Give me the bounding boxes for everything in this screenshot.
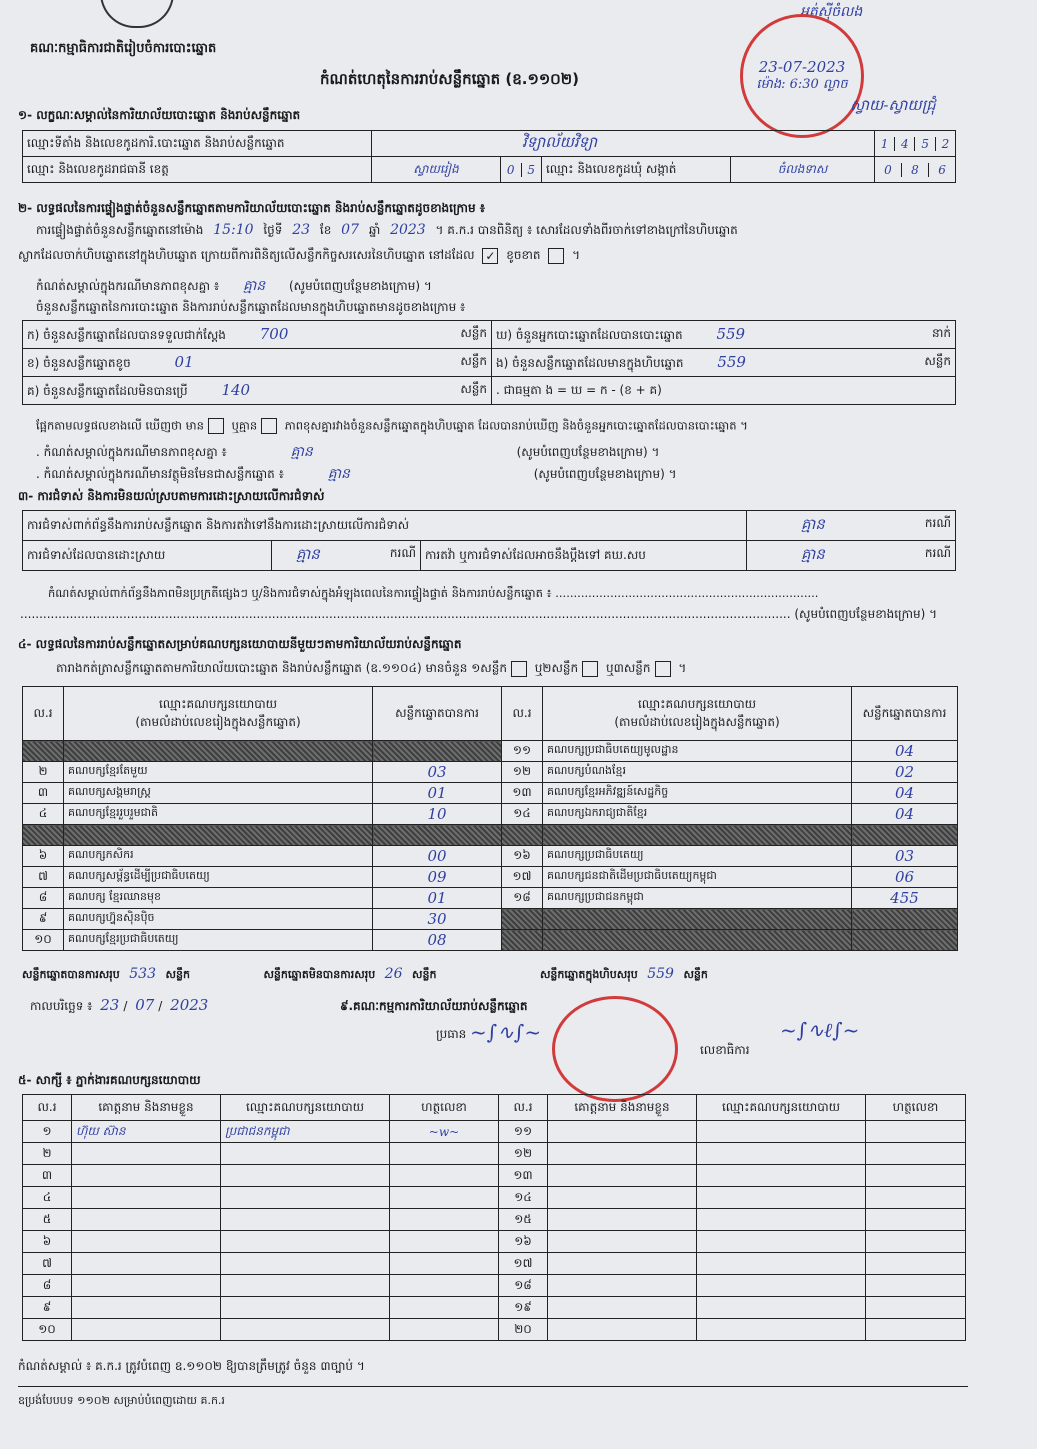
party-no-left (23, 825, 64, 846)
witness-signature-right (866, 1231, 966, 1253)
witness-no: ៩ (23, 1297, 72, 1319)
witness-row (23, 1165, 966, 1187)
count-ngo: ង) ចំនួនសន្លឹកឆ្នោតដែលមានក្នុងហិបឆ្នោត 559 សន្លឹក (492, 349, 956, 377)
results-row (23, 909, 958, 930)
witness-row (23, 1187, 966, 1209)
witness-no: ៨ (23, 1275, 72, 1297)
witness-party (221, 1187, 390, 1209)
results-row (23, 741, 958, 762)
witness-no-right: ១៩ (499, 1297, 548, 1319)
witness-no: ១ (23, 1121, 72, 1143)
party-no-right: ១៣ (502, 783, 543, 804)
witness-signature-right (866, 1143, 966, 1165)
witness-signature (390, 1165, 499, 1187)
party-votes-right: 455 (852, 888, 958, 909)
witness-row (23, 1121, 966, 1143)
objection-row1-label: ការជំទាស់ពាក់ព័ន្ធនឹងការរាប់សន្លឹកឆ្នោត និងការតវ៉ាទៅនឹងការដោះស្រាយលើការជំទាស់ (23, 511, 747, 541)
witness-name-right (548, 1231, 697, 1253)
party-name-right: គណបក្សប្រជាធិបតេយ្យ (543, 846, 852, 867)
objection-appeal-label: ការតវ៉ា ឬការជំទាស់ដែលអាចនឹងប្តឹងទៅ គឃ.សប (421, 541, 747, 571)
s1-row1-value: វិទ្យាល័យវិទ្យា (372, 131, 875, 157)
party-name-right (543, 909, 852, 930)
s1-commune-label: ឈ្មោះ និងលេខកូដឃុំ សង្កាត់ (542, 157, 731, 183)
org-name: គណៈកម្មាធិការជាតិរៀបចំការបោះឆ្នោត (30, 41, 217, 56)
s1-province-value: ស្វាយរៀង (372, 157, 501, 183)
party-name-left: គណបក្សសម្ព័ន្ធដើម្បីប្រជាធិបតេយ្យ (64, 867, 373, 888)
results-totals: សន្លឹកឆ្នោតបានការសរុប 533 សន្លឹក សន្លឹកឆ្នោតមិនបានការសរុប 26 សន្លឹក សន្លឹកឆ្នោតក្នុងហិបសរុប 559 សន្លឹក (22, 966, 708, 982)
witness-row (23, 1209, 966, 1231)
section2-heading: ២- លទ្ធផលនៃការផ្ទៀងផ្ទាត់ចំនួនសន្លឹកឆ្នោតតាមការិយាល័យបោះឆ្នោត និងរាប់សន្លឹកឆ្នោតដូចខាងក្រោម ៖ (18, 201, 486, 215)
section5-heading: ៥- សាក្សី ៖ ភ្នាក់ងារគណបក្សនយោបាយ (18, 1073, 201, 1087)
s2-note2: . កំណត់សម្គាល់ក្នុងករណីមានវត្ថុមិនមែនជាសន្លឹកឆ្នោត ៖ គ្មាន (សូមបំពេញបន្ថែមខាងក្រោម) ។ (36, 466, 677, 482)
witness-party-right (697, 1275, 866, 1297)
witness-name (72, 1143, 221, 1165)
count-kha: ខ) ចំនួនសន្លឹកឆ្នោតខូច 01 សន្លឹក (23, 349, 492, 377)
footer-form: ឧប្រង់បែបបទ ១១០២ សម្រាប់បំពេញដោយ គ.ក.រ (18, 1394, 225, 1407)
party-votes-left (373, 825, 502, 846)
party-name-right: គណបក្សបំណងខ្មែរ (543, 762, 852, 783)
witness-col-sign-right: ហត្ថលេខា (866, 1095, 966, 1121)
two-sheet-checkbox[interactable] (582, 661, 598, 677)
results-row (23, 888, 958, 909)
party-votes-right: 06 (852, 867, 958, 888)
party-votes-left: 30 (373, 909, 502, 930)
top-right-note: អត់ស៊ីចំលង (800, 4, 863, 20)
party-no-left: ៣ (23, 783, 64, 804)
committee-label: ៩.គណៈកម្មការការិយាល័យរាប់សន្លឹកឆ្នោត (340, 999, 528, 1013)
witness-name-right (548, 1187, 697, 1209)
witness-no: ៥ (23, 1209, 72, 1231)
witness-no: ២ (23, 1143, 72, 1165)
results-col-votes-right: សន្លឹកឆ្នោតបានការ (852, 687, 958, 741)
party-votes-left (373, 741, 502, 762)
s4-sub: តារាងកត់ត្រាសន្លឹកឆ្នោតតាមការិយាល័យបោះឆ្នោត និងរាប់សន្លឹកឆ្នោត (ឧ.១១០៤) មានចំនួន ១សន្លឹក ឬ២សន្លឹក ឬ៣សន្លឹក ។ (56, 661, 687, 675)
s2-month: 07 (341, 222, 359, 238)
party-name-left: គណបក្សខ្មែរតែមួយ (64, 762, 373, 783)
witness-signature: ~w~ (390, 1121, 499, 1143)
section4-heading: ៤- លទ្ធផលនៃការរាប់សន្លឹកឆ្នោតសម្រាប់គណបក្សនយោបាយនីមួយៗតាមការិយាល័យរាប់សន្លឹកឆ្នោត (18, 637, 462, 651)
witness-signature-right (866, 1121, 966, 1143)
witness-col-name: គោត្តនាម និងនាមខ្លួន (72, 1095, 221, 1121)
witness-signature-right (866, 1297, 966, 1319)
witness-party (221, 1231, 390, 1253)
witness-col-no-right: ល.រ (499, 1095, 548, 1121)
count-ngo-value: 559 (717, 352, 746, 371)
witness-no-right: ១៣ (499, 1165, 548, 1187)
section3-heading: ៣- ការជំទាស់ និងការមិនយល់ស្របតាមការដោះស្រាយលើការជំទាស់ (18, 489, 325, 503)
witness-name-right (548, 1121, 697, 1143)
witness-name-right (548, 1143, 697, 1165)
witness-col-name-right: គោត្តនាម និងនាមខ្លួន (548, 1095, 697, 1121)
party-name-right: គណបក្សប្រជាធិបតេយ្យមូលដ្ឋាន (543, 741, 852, 762)
witness-party: ប្រជាជនកម្ពុជា (221, 1121, 390, 1143)
witness-party (221, 1297, 390, 1319)
party-no-right: ១៧ (502, 867, 543, 888)
count-ko-value: 140 (221, 380, 251, 399)
party-no-left: ៤ (23, 804, 64, 825)
party-no-left: ៨ (23, 888, 64, 909)
witness-signature-right (866, 1187, 966, 1209)
damaged-checkbox[interactable] (548, 248, 564, 264)
witness-signature-right (866, 1165, 966, 1187)
party-no-right: ១២ (502, 762, 543, 783)
witness-party-right (697, 1121, 866, 1143)
witness-party-right (697, 1297, 866, 1319)
count-kha-value: 01 (174, 352, 194, 371)
witness-name (72, 1297, 221, 1319)
party-votes-right: 03 (852, 846, 958, 867)
s2-day: 23 (292, 222, 311, 238)
witness-no-right: ១៦ (499, 1231, 548, 1253)
witness-name-right (548, 1297, 697, 1319)
party-no-right: ១៤ (502, 804, 543, 825)
party-votes-left: 08 (373, 930, 502, 951)
witness-party (221, 1253, 390, 1275)
results-col-no-left: ល.រ (23, 687, 64, 741)
party-votes-right: 02 (852, 762, 958, 783)
s2-year: 2023 (390, 222, 426, 238)
witness-signature (390, 1143, 499, 1165)
emblem-logo (100, 0, 174, 28)
s3-note-suffix: .......................................................................................................................................................................................................... (សូមបំពេញបន្ថែមខាងក្រោម) ។ (20, 607, 938, 621)
discrepancy-no-checkbox[interactable] (261, 418, 277, 434)
one-sheet-checkbox[interactable] (511, 661, 527, 677)
witness-name (72, 1253, 221, 1275)
party-no-left: ៧ (23, 867, 64, 888)
witness-signature-right (866, 1253, 966, 1275)
date-line: កាលបរិច្ឆេទ ៖ 23 / 07 / 2023 (30, 996, 209, 1014)
total-box: 559 (647, 966, 674, 982)
witness-table (22, 1094, 966, 1341)
s2-note1: . កំណត់សម្គាល់ក្នុងករណីមានភាពខុសគ្នា ៖ គ្មាន (សូមបំពេញបន្ថែមខាងក្រោម) ។ (36, 444, 660, 460)
party-no-left: ៩ (23, 909, 64, 930)
witness-no: ៧ (23, 1253, 72, 1275)
results-col-votes-left: សន្លឹកឆ្នោតបានការ (373, 687, 502, 741)
official-stamp (740, 14, 864, 138)
witness-party (221, 1209, 390, 1231)
witness-row (23, 1297, 966, 1319)
party-votes-right: 04 (852, 804, 958, 825)
party-name-left: គណបក្សខ្មែរប្រជាធិបតេយ្យ (64, 930, 373, 951)
witness-col-party: ឈ្មោះគណបក្សនយោបាយ (221, 1095, 390, 1121)
s2-line3: កំណត់សម្គាល់ក្នុងករណីមានភាពខុសគ្នា ៖ គ្មាន (សូមបំពេញបន្ថែមខាងក្រោម) ។ (36, 278, 432, 294)
witness-party-right (697, 1143, 866, 1165)
party-no-left: ១០ (23, 930, 64, 951)
witness-signature (390, 1275, 499, 1297)
s2-line1: ការផ្ទៀងផ្ទាត់ចំនួនសន្លឹកឆ្នោតនៅម៉ោង 15:10 ថ្ងៃទី 23 ខែ 07 ឆ្នាំ 2023 ។ គ.ក.រ បានពិនិត្យ ៖ សោរដែលទាំងពីរចាក់ទៅខាងក្រៅនៃហិបឆ្នោត (36, 222, 738, 238)
results-row (23, 867, 958, 888)
ballot-count-table (22, 320, 956, 405)
witness-party-right (697, 1231, 866, 1253)
count-ka-value: 700 (259, 324, 289, 343)
party-votes-left: 01 (373, 888, 502, 909)
witness-party (221, 1275, 390, 1297)
party-votes-left: 09 (373, 867, 502, 888)
party-no-right (502, 909, 543, 930)
party-name-right (543, 825, 852, 846)
s1-row2-label: ឈ្មោះ និងលេខកូដរាជធានី ខេត្ត (23, 157, 372, 183)
results-row (23, 930, 958, 951)
witness-no: ៣ (23, 1165, 72, 1187)
party-name-left (64, 825, 373, 846)
total-valid: 533 (129, 966, 156, 982)
witness-no-right: ១៧ (499, 1253, 548, 1275)
results-row (23, 762, 958, 783)
witness-party (221, 1319, 390, 1341)
witness-name (72, 1209, 221, 1231)
party-name-right: គណបក្សប្រជាជនកម្ពុជា (543, 888, 852, 909)
party-no-left (23, 741, 64, 762)
witness-name: ហ៊ុយ ស៊ាន (72, 1121, 221, 1143)
witness-no-right: ១៤ (499, 1187, 548, 1209)
party-no-right: ១៨ (502, 888, 543, 909)
witness-col-no: ល.រ (23, 1095, 72, 1121)
count-gho: ឃ) ចំនួនអ្នកបោះឆ្នោតដែលបានបោះឆ្នោត 559 នាក់ (492, 321, 956, 349)
witness-name-right (548, 1275, 697, 1297)
witness-party (221, 1165, 390, 1187)
witness-signature-right (866, 1275, 966, 1297)
witness-col-party-right: ឈ្មោះគណបក្សនយោបាយ (697, 1095, 866, 1121)
s1-row1-label: ឈ្មោះទីតាំង និងលេខកូដការិ.បោះឆ្នោត និងរាប់សន្លឹកឆ្នោត (23, 131, 372, 157)
results-row (23, 825, 958, 846)
party-votes-right (852, 825, 958, 846)
witness-party-right (697, 1319, 866, 1341)
witness-row (23, 1231, 966, 1253)
chair-signature: ~∫∿∫~ (470, 1020, 542, 1044)
party-votes-left: 00 (373, 846, 502, 867)
party-votes-right (852, 930, 958, 951)
witness-row (23, 1275, 966, 1297)
s2-line4: ចំនួនសន្លឹកឆ្នោតនៃការបោះឆ្នោត និងការរាប់សន្លឹកឆ្នោតដែលមានក្នុងហិបឆ្នោតមានដូចខាងក្រោម ៖ (36, 300, 466, 314)
s1-commune-value: ចំលងទាស (731, 157, 875, 183)
party-name-left: គណបក្សសង្គមរាស្ត្រ (64, 783, 373, 804)
witness-party-right (697, 1165, 866, 1187)
witness-party (221, 1143, 390, 1165)
party-votes-left: 03 (373, 762, 502, 783)
witness-party-right (697, 1209, 866, 1231)
witness-name-right (548, 1165, 697, 1187)
s3-note: កំណត់សម្គាល់ពាក់ព័ន្ធនឹងភាពមិនប្រក្រតីផ្សេងៗ ឬ/និងការជំទាស់ក្នុងអំឡុងពេលនៃការផ្ទៀងផ្ទាត់ និងការរាប់សន្លឹកឆ្នោត ៖ ........................................................................ (48, 586, 819, 600)
witness-name-right (548, 1253, 697, 1275)
party-votes-right: 04 (852, 741, 958, 762)
s2-time: 15:10 (213, 222, 254, 238)
results-row (23, 783, 958, 804)
party-votes-left: 01 (373, 783, 502, 804)
objection-appeal-value: គ្មាន ករណី (747, 541, 956, 571)
results-col-no-right: ល.រ (502, 687, 543, 741)
witness-row (23, 1319, 966, 1341)
witness-party-right (697, 1253, 866, 1275)
witness-signature (390, 1297, 499, 1319)
witness-row (23, 1143, 966, 1165)
results-col-party-right: ឈ្មោះគណបក្សនយោបាយ (តាមលំដាប់លេខរៀងក្នុងសន្លឹកឆ្នោត) (543, 687, 852, 741)
section1-table (22, 130, 956, 183)
party-name-left: គណបក្សហ្វ៊ុនស៊ិនប៉ិច (64, 909, 373, 930)
total-invalid: 26 (384, 966, 403, 982)
results-row (23, 804, 958, 825)
witness-signature (390, 1187, 499, 1209)
witness-party-right (697, 1187, 866, 1209)
party-name-right (543, 930, 852, 951)
committee-stamp (552, 996, 678, 1102)
party-name-left: គណបក្ស ខ្មែរឈានមុខ (64, 888, 373, 909)
results-row (23, 846, 958, 867)
witness-signature-right (866, 1319, 966, 1341)
witness-name (72, 1165, 221, 1187)
witness-name (72, 1231, 221, 1253)
party-name-left: គណបក្សខ្មែររួបរួមជាតិ (64, 804, 373, 825)
witness-name (72, 1187, 221, 1209)
witness-name (72, 1275, 221, 1297)
footer-note: កំណត់សម្គាល់ ៖ គ.ក.រ ត្រូវបំពេញ ឧ.១១០២ ឱ្យបានត្រឹមត្រូវ ចំនួន ៣ច្បាប់ ។ (18, 1359, 365, 1373)
witness-signature (390, 1319, 499, 1341)
witness-name-right (548, 1209, 697, 1231)
section1-heading: ១- លក្ខណៈសម្គាល់នៃការិយាល័យបោះឆ្នោត និងរាប់សន្លឹកឆ្នោត (18, 108, 301, 122)
party-name-right: គណបក្សខ្មែរអភិវឌ្ឍន៍សេដ្ឋកិច្ច (543, 783, 852, 804)
count-ko: គ) ចំនួនសន្លឹកឆ្នោតដែលមិនបានប្រើ 140 សន្លឹក (23, 377, 492, 405)
party-name-left: គណបក្សកសិករ (64, 846, 373, 867)
discrepancy-yes-checkbox[interactable] (208, 418, 224, 434)
objection-resolved-label: ការជំទាស់ដែលបានដោះស្រាយ (23, 541, 272, 571)
witness-no-right: ១១ (499, 1121, 548, 1143)
party-no-left: ៦ (23, 846, 64, 867)
page-title: កំណត់ហេតុនៃការរាប់សន្លឹកឆ្នោត (ឧ.១១០២) (320, 70, 580, 88)
stamp-date: 23-07-2023 (758, 57, 846, 76)
witness-signature (390, 1253, 499, 1275)
s2-line2: ស្លាកដែលចាក់ហិបឆ្នោតនៅក្នុងហិបឆ្នោត ក្រោយពីការពិនិត្យលើសន្លឹកកិច្ចសរសេរនៃហិបឆ្នោត នៅដដែល ✓ ខូចខាត ។ (18, 248, 581, 263)
witness-col-sign: ហត្ថលេខា (390, 1095, 499, 1121)
witness-no-right: ១២ (499, 1143, 548, 1165)
witness-no-right: ១៥ (499, 1209, 548, 1231)
objection-row1-value: គ្មាន ករណី (747, 511, 956, 541)
count-ka: ក) ចំនួនសន្លឹកឆ្នោតដែលបានទទួលជាក់ស្តែង 700 សន្លឹក (23, 321, 492, 349)
witness-no: ១០ (23, 1319, 72, 1341)
stamp-note: ស្វាយ-ស្វាយជ្រុំ (850, 96, 936, 114)
secretary-signature: ~∫∿ℓ∫~ (780, 1018, 860, 1042)
witness-row (23, 1253, 966, 1275)
witness-no-right: ១៨ (499, 1275, 548, 1297)
party-name-left (64, 741, 373, 762)
party-no-left: ២ (23, 762, 64, 783)
results-col-party-left: ឈ្មោះគណបក្សនយោបាយ (តាមលំដាប់លេខរៀងក្នុងសន្លឹកឆ្នោត) (64, 687, 373, 741)
party-no-right (502, 930, 543, 951)
witness-no-right: ២០ (499, 1319, 548, 1341)
party-no-right: ១៦ (502, 846, 543, 867)
witness-signature-right (866, 1209, 966, 1231)
s2-compare: ផ្អែកតាមលទ្ធផលខាងលើ ឃើញថា មាន ឬគ្មាន ភាពខុសគ្នារវាងចំនួនសន្លឹកឆ្នោតក្នុងហិបឆ្នោត ដែលបានរាប់ឃើញ និងចំនួនអ្នកបោះឆ្នោតដែលបានបោះឆ្នោត ។ (36, 418, 748, 433)
party-votes-right: 04 (852, 783, 958, 804)
count-gho-value: 559 (716, 324, 746, 343)
count-formula: . ជាធម្មតា ង = ឃ = ក - (ខ + គ) (492, 377, 956, 405)
party-votes-left: 10 (373, 804, 502, 825)
s1-province-code: 0 5 (501, 157, 542, 183)
results-table (22, 686, 958, 951)
objection-table (22, 510, 956, 571)
secretary-label: លេខាធិការ (700, 1043, 750, 1057)
party-name-right: គណបក្សឯករាជ្យជាតិខ្មែរ (543, 804, 852, 825)
party-votes-right (852, 909, 958, 930)
objection-resolved-value: គ្មាន ករណី (272, 541, 421, 571)
witness-no: ៤ (23, 1187, 72, 1209)
s1-row1-code: 1 4 5 2 (875, 131, 956, 157)
witness-signature (390, 1231, 499, 1253)
three-sheet-checkbox[interactable] (655, 661, 671, 677)
party-no-right (502, 825, 543, 846)
chair-label: ប្រធាន (436, 1027, 467, 1041)
party-no-right: ១១ (502, 741, 543, 762)
stamp-time: ម៉ោង: 6:30 ល្ងាច (756, 76, 848, 92)
witness-no: ៦ (23, 1231, 72, 1253)
footer-rule (18, 1386, 968, 1387)
s1-commune-code: 0 8 6 (875, 157, 956, 183)
intact-checkbox[interactable]: ✓ (482, 248, 498, 264)
witness-signature (390, 1209, 499, 1231)
witness-name-right (548, 1319, 697, 1341)
witness-name (72, 1319, 221, 1341)
party-name-right: គណបក្សជនជាតិដើមប្រជាធិបតេយ្យកម្ពុជា (543, 867, 852, 888)
